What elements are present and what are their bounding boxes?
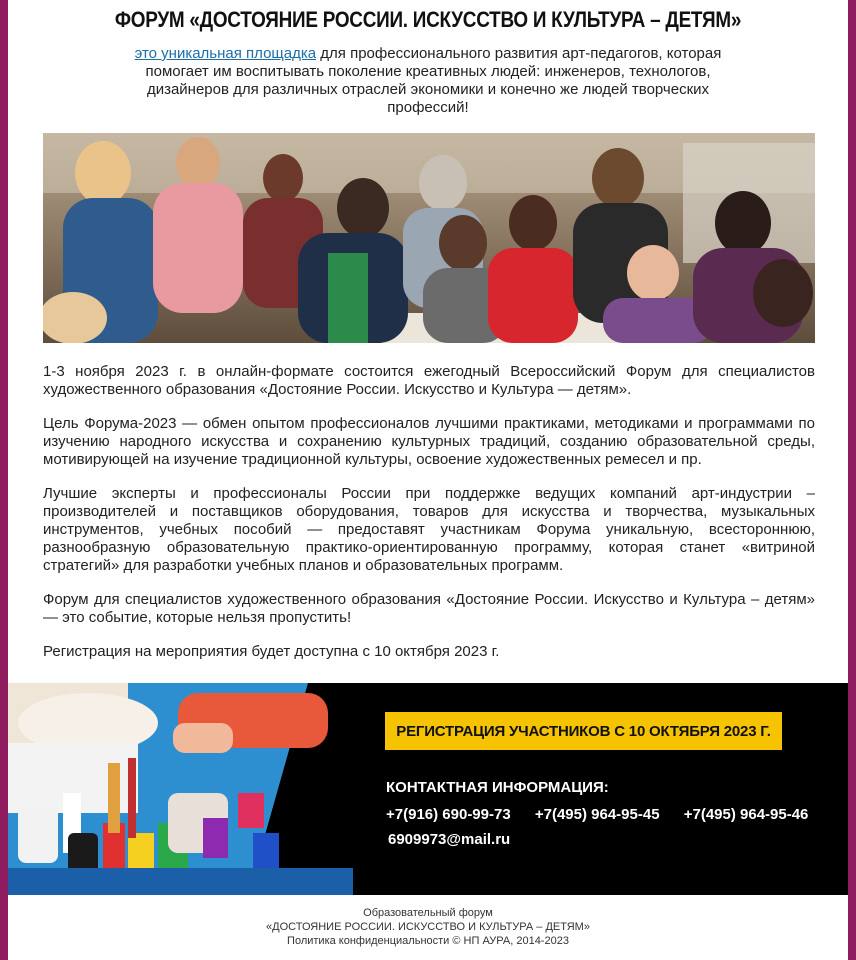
intro-rest: для профессионального развития арт-педагогов, которая помогает им воспитывать поколение креативных людей: инженеров, технологов, дизайнеров для различных отраслей экономики и конечно же людей творческих профессий!: [145, 45, 722, 116]
phone-list: [386, 806, 828, 823]
email-page: [8, 0, 848, 960]
paragraph-event: Форум для специалистов художественного образования «Достояние России. Искусство и Культура – детям» — это событие, которые нельзя пропустить!: [43, 591, 815, 626]
article-body: [43, 363, 815, 677]
paragraph-registration: Регистрация на мероприятия будет доступна с 10 октября 2023 г.: [43, 643, 500, 660]
intro-text: [128, 45, 728, 117]
contact-heading: КОНТАКТНАЯ ИНФОРМАЦИЯ:: [386, 779, 609, 796]
registration-banner: [8, 683, 848, 895]
unique-platform-link[interactable]: это уникальная площадка: [134, 45, 317, 62]
paints-illustration: [8, 683, 353, 895]
paragraph-goal: Цель Форума-2023 — обмен опытом профессионалов лучшими практиками, методиками и программами по изучению народного искусства и сохранению культурных традиций, созданию образовательной среды, мотивирующей на изучение традиционной культуры, освоение художественных ремесел и пр.: [43, 415, 815, 468]
workshop-photo-illustration: [43, 133, 815, 343]
footer-privacy[interactable]: Политика конфиденциальности © НП АУРА, 2014-2023: [287, 935, 569, 947]
phone-number[interactable]: +7(495) 964-95-46: [683, 806, 809, 823]
phone-number[interactable]: +7(916) 690-99-73: [386, 806, 511, 823]
paragraph-dates: 1-3 ноября 2023 г. в онлайн-формате состоится ежегодный Всероссийский Форум для специалистов художественного образования «Достояние России. Искусство и Культура — детям».: [43, 363, 815, 398]
phone-number[interactable]: +7(495) 964-95-45: [534, 806, 660, 823]
footer: [8, 906, 848, 948]
hero-photo: [43, 133, 815, 343]
paragraph-experts: Лучшие эксперты и профессионалы России при поддержке ведущих компаний арт-индустрии – производителей и поставщиков оборудования, товаров для искусства и творчества, музыкальных инструментов, учебных пособий — предоставят участникам Форума уникальную, всестороннюю, разнообразную образовательную практико-ориентированную программу, которая станет «витриной стратегий» для разработки учебных планов и образовательных программ.: [43, 485, 815, 574]
paints-photo: [8, 683, 353, 895]
contact-email[interactable]: 6909973@mail.ru: [388, 831, 511, 848]
register-button[interactable]: РЕГИСТРАЦИЯ УЧАСТНИКОВ С 10 ОКТЯБРЯ 2023 Г.: [385, 712, 782, 750]
footer-line-1: Образовательный форум: [363, 907, 493, 919]
footer-line-2: «ДОСТОЯНИЕ РОССИИ. ИСКУССТВО И КУЛЬТУРА – ДЕТЯМ»: [266, 921, 590, 933]
page-title: ФОРУМ «ДОСТОЯНИЕ РОССИИ. ИСКУССТВО И КУЛЬТУРА – ДЕТЯМ»: [114, 7, 742, 32]
